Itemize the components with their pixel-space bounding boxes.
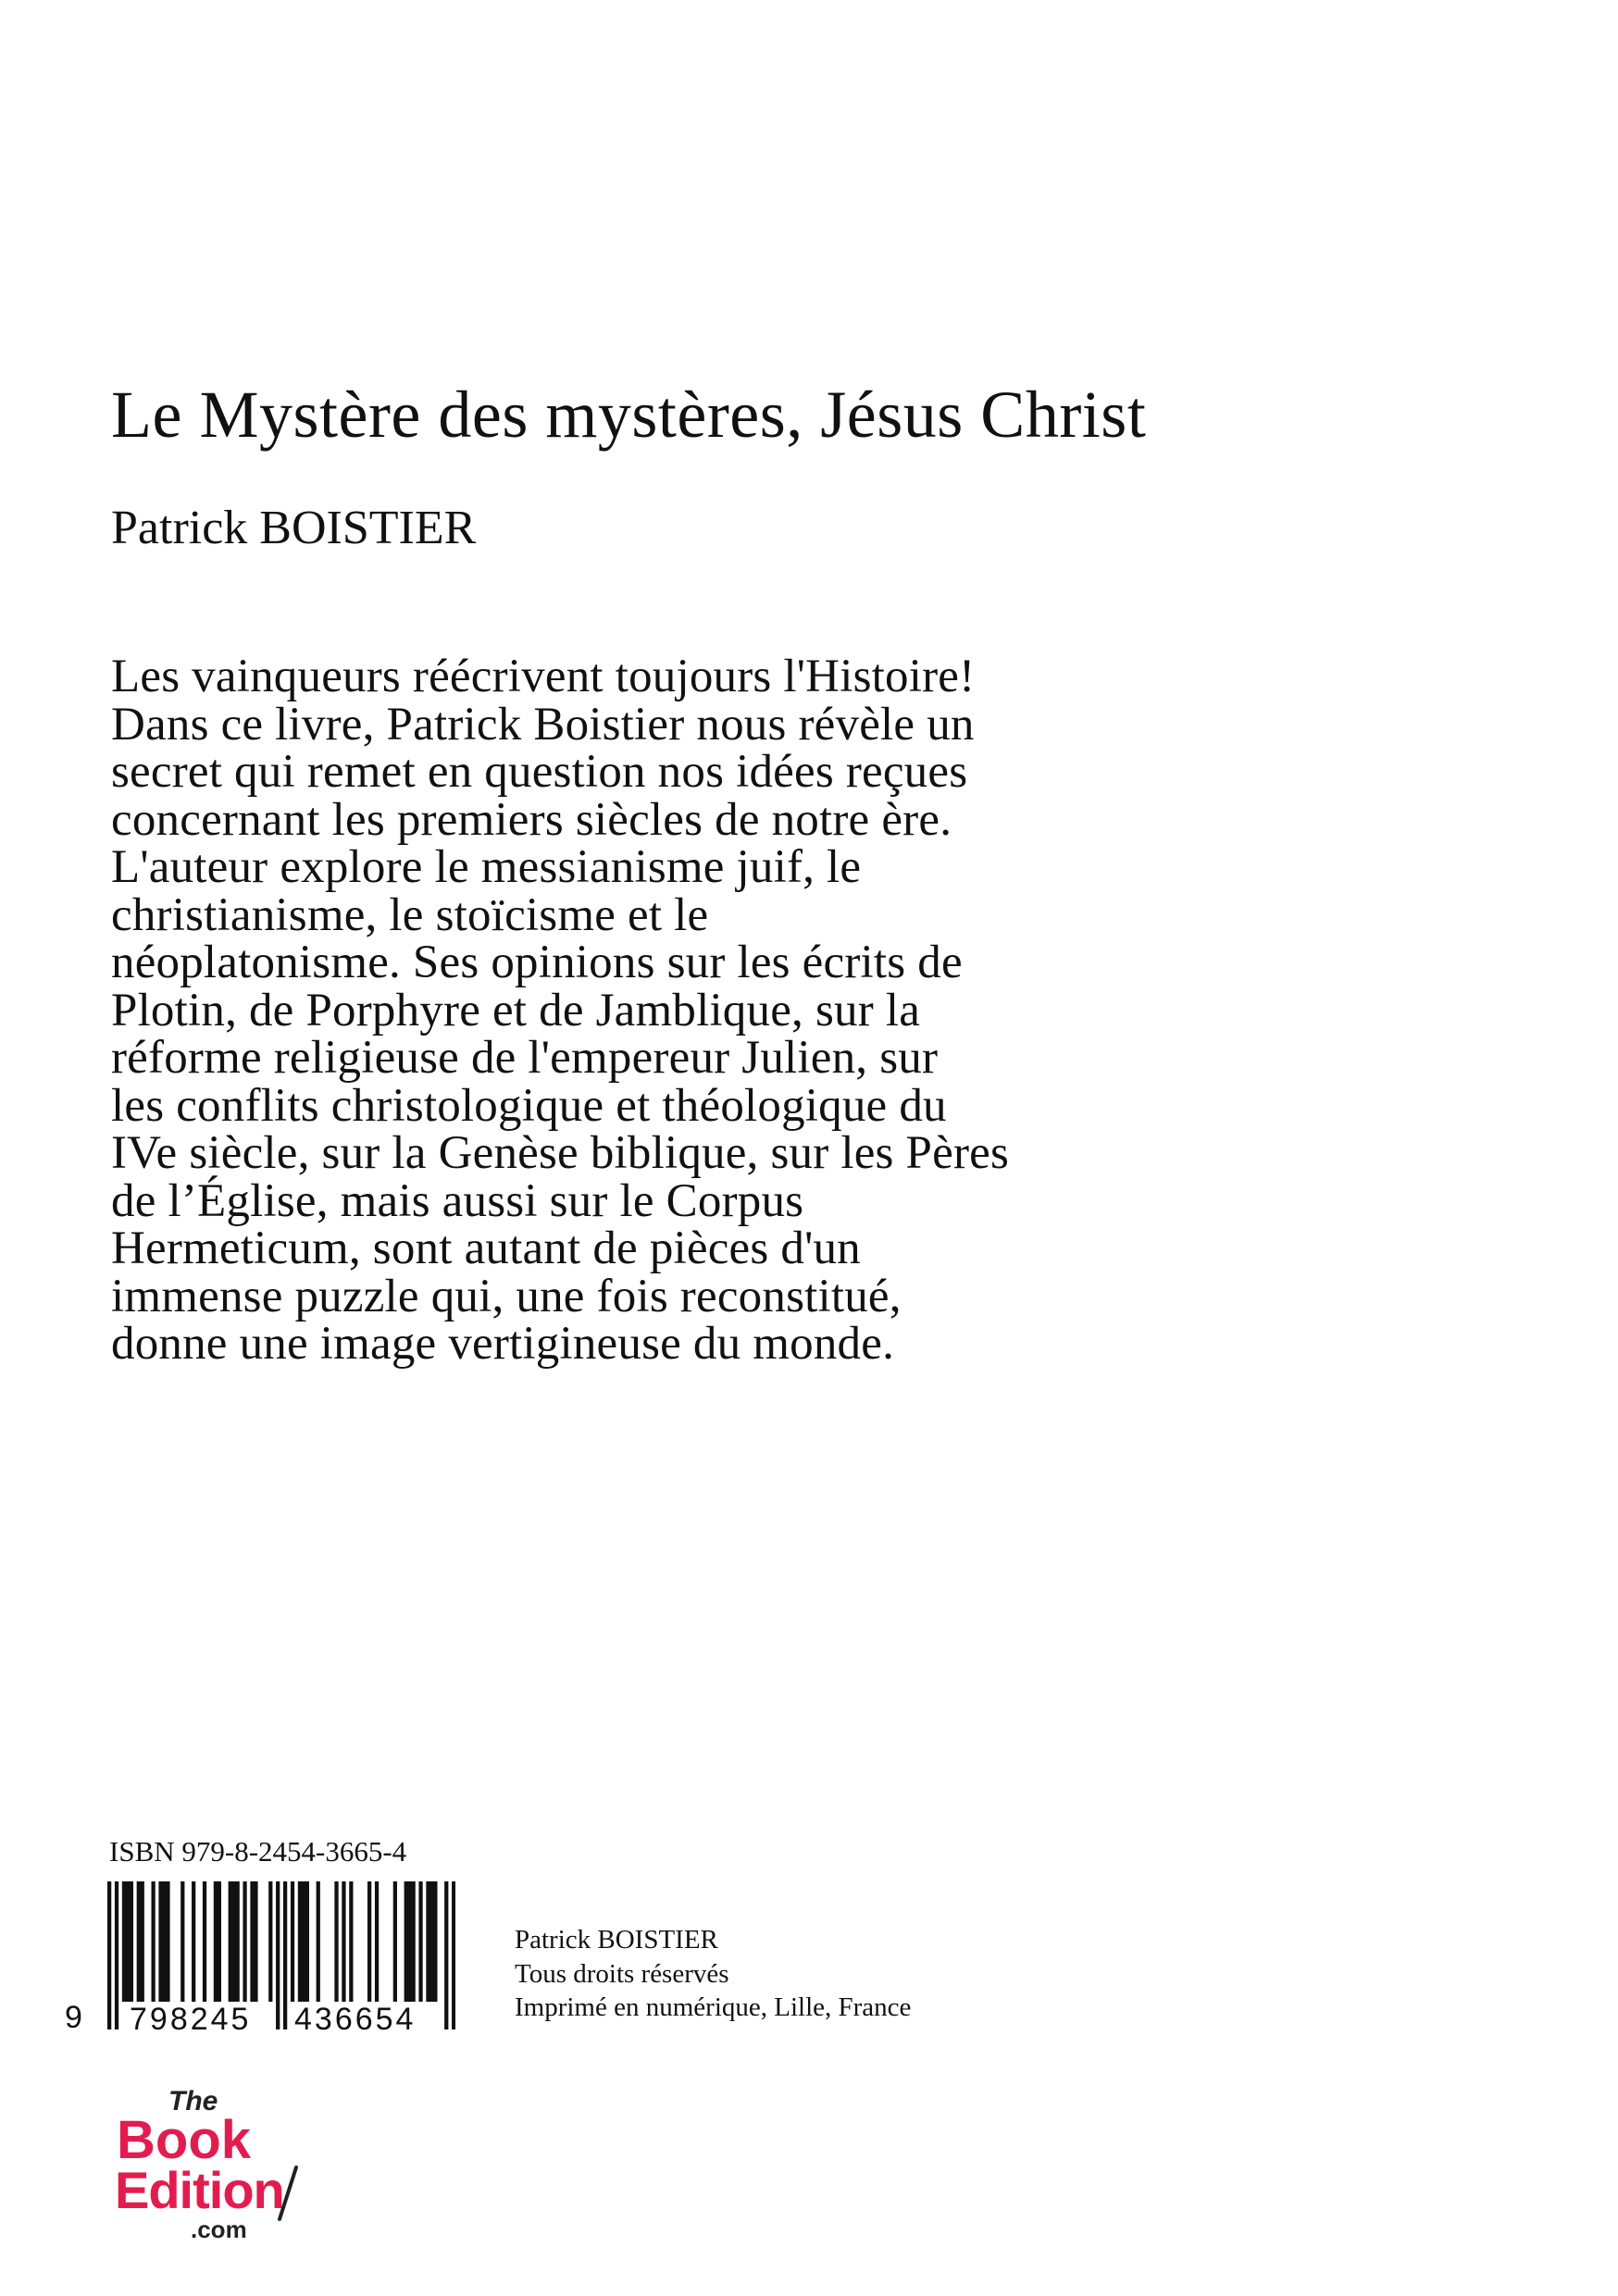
blurb-line: néoplatonisme. Ses opinions sur les écrits de [111, 937, 963, 988]
barcode-bar [334, 1881, 338, 2002]
blurb-line: secret qui remet en question nos idées reçues [111, 746, 968, 798]
isbn-barcode [61, 1881, 459, 2048]
barcode-bar [137, 1881, 141, 2002]
barcode-bar [408, 1881, 412, 2002]
barcode-bar [126, 1881, 130, 2002]
barcode-bar [130, 1881, 133, 2002]
barcode-bar [426, 1881, 429, 2002]
barcode-bar [418, 1881, 422, 2002]
barcode-bar [214, 1881, 218, 2002]
barcode-bar [375, 1881, 379, 2002]
book-title: Le Mystère des mystères, Jésus Christ [111, 378, 1147, 452]
blurb-line: réforme religieuse de l'empereur Julien, sur [111, 1032, 939, 1084]
blurb-line: Les vainqueurs réécrivent toujours l'Histoire! [111, 651, 976, 702]
barcode-bar [393, 1881, 397, 2002]
barcode-bar [317, 1881, 320, 2002]
blurb-line: les conflits christologique et théologique du [111, 1079, 947, 1132]
back-cover-blurb [111, 653, 1268, 1369]
barcode-bar [291, 1881, 294, 2002]
imprint-author: Patrick BOISTIER [515, 1925, 718, 1955]
logo-mark [115, 2082, 337, 2249]
barcode-bar [141, 1881, 144, 2002]
barcode-bar [268, 1881, 272, 2002]
blurb-line: de l’Église, mais aussi sur le Corpus [111, 1174, 804, 1227]
barcode-bar [367, 1881, 371, 2002]
barcode-bar [250, 1881, 254, 2002]
barcode-bar [452, 1881, 455, 2029]
barcode-bar [283, 1881, 287, 2029]
barcode-bar [276, 1881, 280, 2029]
barcode-bar [192, 1881, 195, 2002]
barcode-bar [107, 1881, 111, 2029]
blurb-line: Plotin, de Porphyre et de Jamblique, sur la [111, 984, 921, 1036]
barcode-bar [158, 1881, 162, 2002]
barcode-bar [122, 1881, 126, 2002]
thebookedition-logo [115, 2082, 337, 2249]
barcode-bar [115, 1881, 118, 2029]
barcode-right-digits: 436654 [294, 2002, 417, 2037]
barcode-bar [236, 1881, 240, 2002]
barcode-bar [203, 1881, 206, 2002]
svg-text:.com: .com [191, 2215, 247, 2243]
blurb-line: donne une image vertigineuse du monde. [111, 1318, 895, 1370]
svg-text:Book: Book [117, 2110, 251, 2170]
barcode-bar [302, 1881, 305, 2002]
barcode-bar [166, 1881, 169, 2002]
book-author: Patrick BOISTIER [111, 502, 477, 554]
barcode-bar [429, 1881, 433, 2002]
barcode-bar [298, 1881, 302, 2002]
barcode-bar [180, 1881, 184, 2002]
barcode-bar [444, 1881, 448, 2029]
blurb-line: L'auteur explore le messianisme juif, le [111, 841, 862, 893]
barcode-left-digits: 798245 [130, 2002, 252, 2037]
barcode-bar [254, 1881, 257, 2002]
barcode-bar [412, 1881, 416, 2002]
barcode-bar [151, 1881, 155, 2002]
svg-text:The: The [168, 2086, 218, 2116]
blurb-line: concernant les premiers siècles de notre ère. [111, 793, 952, 846]
blurb-line: christianisme, le stoïcisme et le [111, 888, 709, 941]
blurb-line: immense puzzle qui, une fois reconstitué, [111, 1270, 902, 1322]
blurb-line: Hermeticum, sont autant de pièces d'un [111, 1222, 861, 1274]
barcode-bar [232, 1881, 236, 2002]
barcode-bar [218, 1881, 221, 2002]
barcode-bar [229, 1881, 232, 2002]
svg-text:Edition: Edition [115, 2161, 284, 2219]
isbn-label: ISBN 979-8-2454-3665-4 [109, 1835, 407, 1868]
imprint-printed: Imprimé en numérique, Lille, France [515, 1992, 912, 2022]
imprint-rights: Tous droits réservés [515, 1958, 729, 1989]
barcode-bar [162, 1881, 166, 2002]
barcode-bar [342, 1881, 345, 2002]
barcode-first-digit: 9 [65, 2000, 82, 2035]
blurb-line: Dans ce livre, Patrick Boistier nous révèle un [111, 698, 975, 751]
imprint-info [515, 1923, 911, 2025]
blurb-line: IVe siècle, sur la Genèse biblique, sur les Pères [111, 1127, 1010, 1179]
barcode-bar [243, 1881, 246, 2002]
barcode-bar [349, 1881, 353, 2002]
barcode-bar [305, 1881, 309, 2002]
barcode-bar [433, 1881, 437, 2002]
barcode-bar [404, 1881, 408, 2002]
